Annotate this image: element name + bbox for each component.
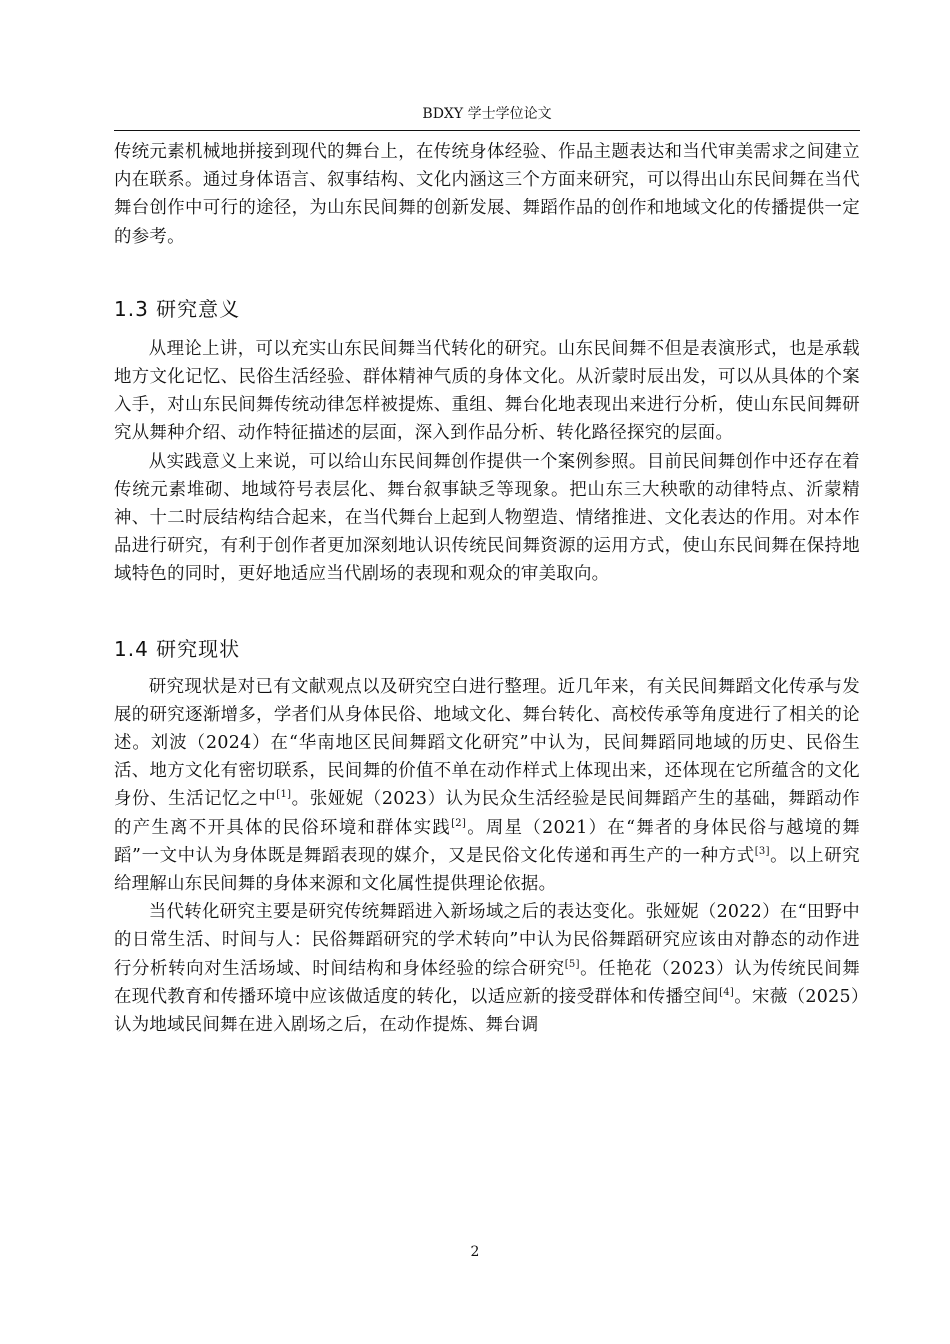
citation-ref: [2] [451, 817, 467, 829]
page-header: BDXY 学士学位论文 [422, 106, 552, 122]
page-number: 2 [470, 1244, 480, 1260]
citation-ref: [4] [719, 986, 735, 998]
section-heading-1-3: 1.3 研究意义 [114, 296, 241, 321]
research-significance-paragraph-2: 从实践意义上来说，可以给山东民间舞创作提供一个案例参照。目前民间舞创作中还存在着传统元素堆砌、地域符号表层化、舞台叙事缺乏等现象。把山东三大秧歌的动律特点、沂蒙精神、十二时辰结构结合起来，在当代舞台上起到人物塑造、情绪推进、文化表达的作用。对本作品进行研究，有利于创作者更加深刻地认识传统民间舞资源的运用方式，使山东民间舞在保持地域特色的同时，更好地适应当代剧场的表现和观众的审美取向。 [114, 451, 860, 585]
text-run: 。以上研究给理解山东民间舞的身体来源和文化属性提供理论依据。 [114, 845, 860, 895]
intro-paragraph: 传统元素机械地拼接到现代的舞台上，在传统身体经验、作品主题表达和当代审美需求之间建立内在联系。通过身体语言、叙事结构、文化内涵这三个方面来研究，可以得出山东民间舞在当代舞台创作中可行的途径，为山东民间舞的创新发展、舞蹈作品的创作和地域文化的传播提供一定的参考。 [114, 142, 860, 247]
text-run: 。宋薇（2025）认为地域民间舞在进入剧场之后，在动作提炼、舞台调 [114, 986, 860, 1036]
header-rule [114, 130, 860, 131]
text-run: 。任艳花（2023）认为传统民间舞在现代教育和传播环境中应该做适度的转化，以适应新的接受群体和传播空间 [114, 958, 860, 1007]
text-run: 研究现状是对已有文献观点以及研究空白进行整理。近几年来，有关民间舞蹈文化传承与发展的研究逐渐增多，学者们从身体民俗、地域文化、舞台转化、高校传承等角度进行了相关的论述。刘波（2024）在“华南地区民间舞蹈文化研究”中认为，民间舞蹈同地域的历史、民俗生活、地方文化有密切联系，民间舞的价值不单在动作样式上体现出来，还体现在它所蕴含的文化身份、生活记忆之中 [114, 676, 860, 810]
citation-ref: [5] [564, 958, 580, 970]
research-status-paragraph-2 [114, 898, 860, 1039]
citation-ref: [3] [754, 845, 770, 857]
research-status-paragraph-1 [114, 673, 860, 899]
section-heading-1-4: 1.4 研究现状 [114, 636, 241, 661]
text-run: 。周星（2021）在“舞者的身体民俗与越境的舞蹈”一文中认为身体既是舞蹈表现的媒介，又是民俗文化传递和再生产的一种方式 [114, 817, 860, 866]
text-run: 当代转化研究主要是研究传统舞蹈进入新场域之后的表达变化。张娅妮（2022）在“田野中的日常生活、时间与人：民俗舞蹈研究的学术转向”中认为民俗舞蹈研究应该由对静态的动作进行分析转向对生活场域、时间结构和身体经验的综合研究 [114, 902, 860, 979]
text-run: 。张娅妮（2023）认为民众生活经验是民间舞蹈产生的基础，舞蹈动作的产生离不开具体的民俗环境和群体实践 [114, 789, 860, 838]
citation-ref: [1] [276, 789, 292, 801]
document-body [114, 138, 860, 1039]
research-significance-paragraph-1: 从理论上讲，可以充实山东民间舞当代转化的研究。山东民间舞不但是表演形式，也是承载地方文化记忆、民俗生活经验、群体精神气质的身体文化。从沂蒙时辰出发，可以从具体的个案入手，对山东民间舞传统动律怎样被提炼、重组、舞台化地表现出来进行分析，使山东民间舞研究从舞种介绍、动作特征描述的层面，深入到作品分析、转化路径探究的层面。 [114, 338, 860, 444]
